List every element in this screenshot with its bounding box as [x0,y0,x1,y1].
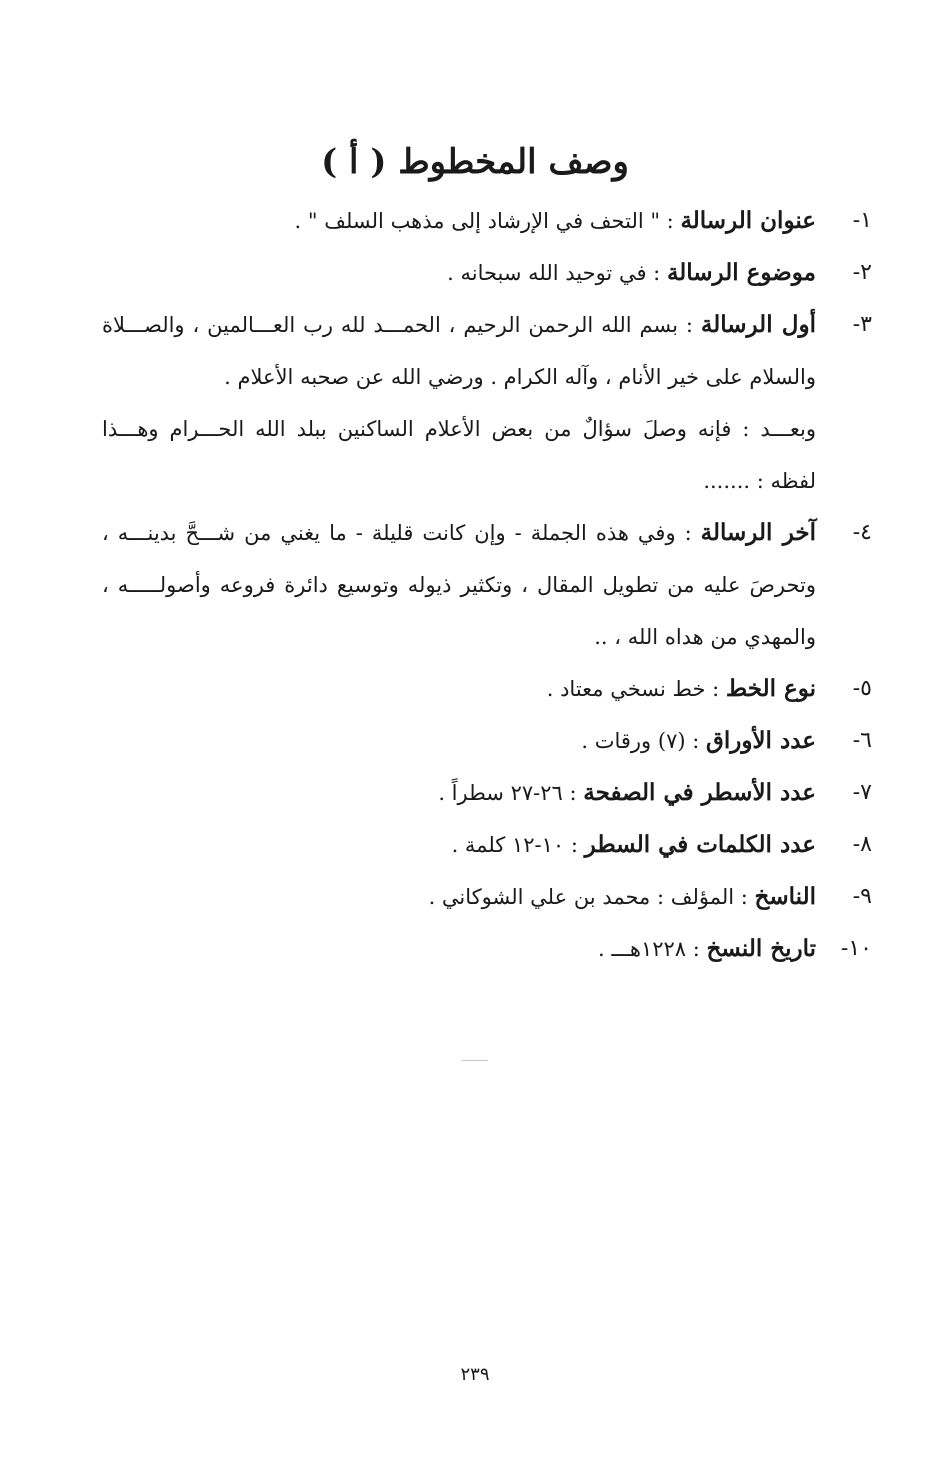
item-paragraph [102,299,816,403]
item-number: ٨- [852,832,872,857]
item-content [102,871,816,923]
list-item-copy-date [102,923,872,975]
item-number: ٧- [852,780,872,805]
page-title: وصف المخطوط ( أ ) [321,142,629,182]
list-item-beginning [102,299,872,507]
item-number: ٤- [852,520,872,545]
list-item-subject [102,247,872,299]
item-content [102,923,816,975]
item-content [102,819,816,871]
item-number: ١٠- [840,936,872,961]
item-content [102,299,816,507]
item-label: عدد الأسطر في الصفحة [583,779,816,806]
item-text: : في توحيد الله سبحانه . [447,261,661,285]
item-text: : (٧) ورقات . [581,729,700,753]
item-label: موضوع الرسالة [666,259,816,286]
item-content [102,247,816,299]
item-number: ٦- [852,728,872,753]
item-label: نوع الخط [725,675,816,702]
list-item-words-per-line [102,819,872,871]
list-item-title [102,195,872,247]
item-content [102,715,816,767]
item-content [102,195,816,247]
list-item-folio-count [102,715,872,767]
item-text: : " التحف في الإرشاد إلى مذهب السلف " . [294,209,674,233]
item-content [102,767,816,819]
item-text: : ١٠-١٢ كلمة . [451,833,578,857]
manuscript-description-list [102,195,872,975]
footer-divider [462,1060,488,1061]
item-label: عدد الأوراق [705,727,816,754]
item-number: ٩- [852,884,872,909]
item-text: : ١٢٢٨هـــ . [598,937,700,961]
item-number: ٣- [852,312,872,337]
item-text: : بسم الله الرحمن الرحيم ، الحمـــد لله رب العـــالمين ، والصـــلاة والسلام على خير الأنام ، وآله الكرام . ورضي الله عن صحبه الأعلام . [102,313,816,389]
item-label: عنوان الرسالة [680,207,816,234]
item-text: : وفي هذه الجملة - وإن كانت قليلة - ما يغني من شـــحَّ بدينـــه ، وتحرصَ عليه من تطويل المقال ، وتكثير ذيوله وتوسيع دائرة فروعه وأصولـــــه ، والمهدي من هداه الله ، .. [102,521,816,649]
item-text: : المؤلف : محمد بن علي الشوكاني . [428,885,748,909]
list-item-script-type [102,663,872,715]
item-text: : خط نسخي معتاد . [546,677,720,701]
item-label: تاريخ النسخ [706,935,816,962]
item-label: أول الرسالة [700,311,817,338]
item-paragraph-continued: وبعـــد : فإنه وصلَ سؤالٌ من بعض الأعلام الساكنين ببلد الله الحـــرام وهـــذا لفظه : ....... [102,417,816,493]
item-text: : ٢٦-٢٧ سطراً . [438,781,577,805]
item-label: عدد الكلمات في السطر [584,831,816,858]
item-content [102,663,816,715]
item-label: آخر الرسالة [700,519,816,546]
list-item-lines-per-page [102,767,872,819]
page-number: ٢٣٩ [460,1364,490,1385]
item-content [102,507,816,663]
item-number: ١- [852,208,872,233]
item-label: الناسخ [754,883,816,910]
item-number: ٥- [852,676,872,701]
list-item-copyist [102,871,872,923]
item-number: ٢- [852,260,872,285]
list-item-ending [102,507,872,663]
